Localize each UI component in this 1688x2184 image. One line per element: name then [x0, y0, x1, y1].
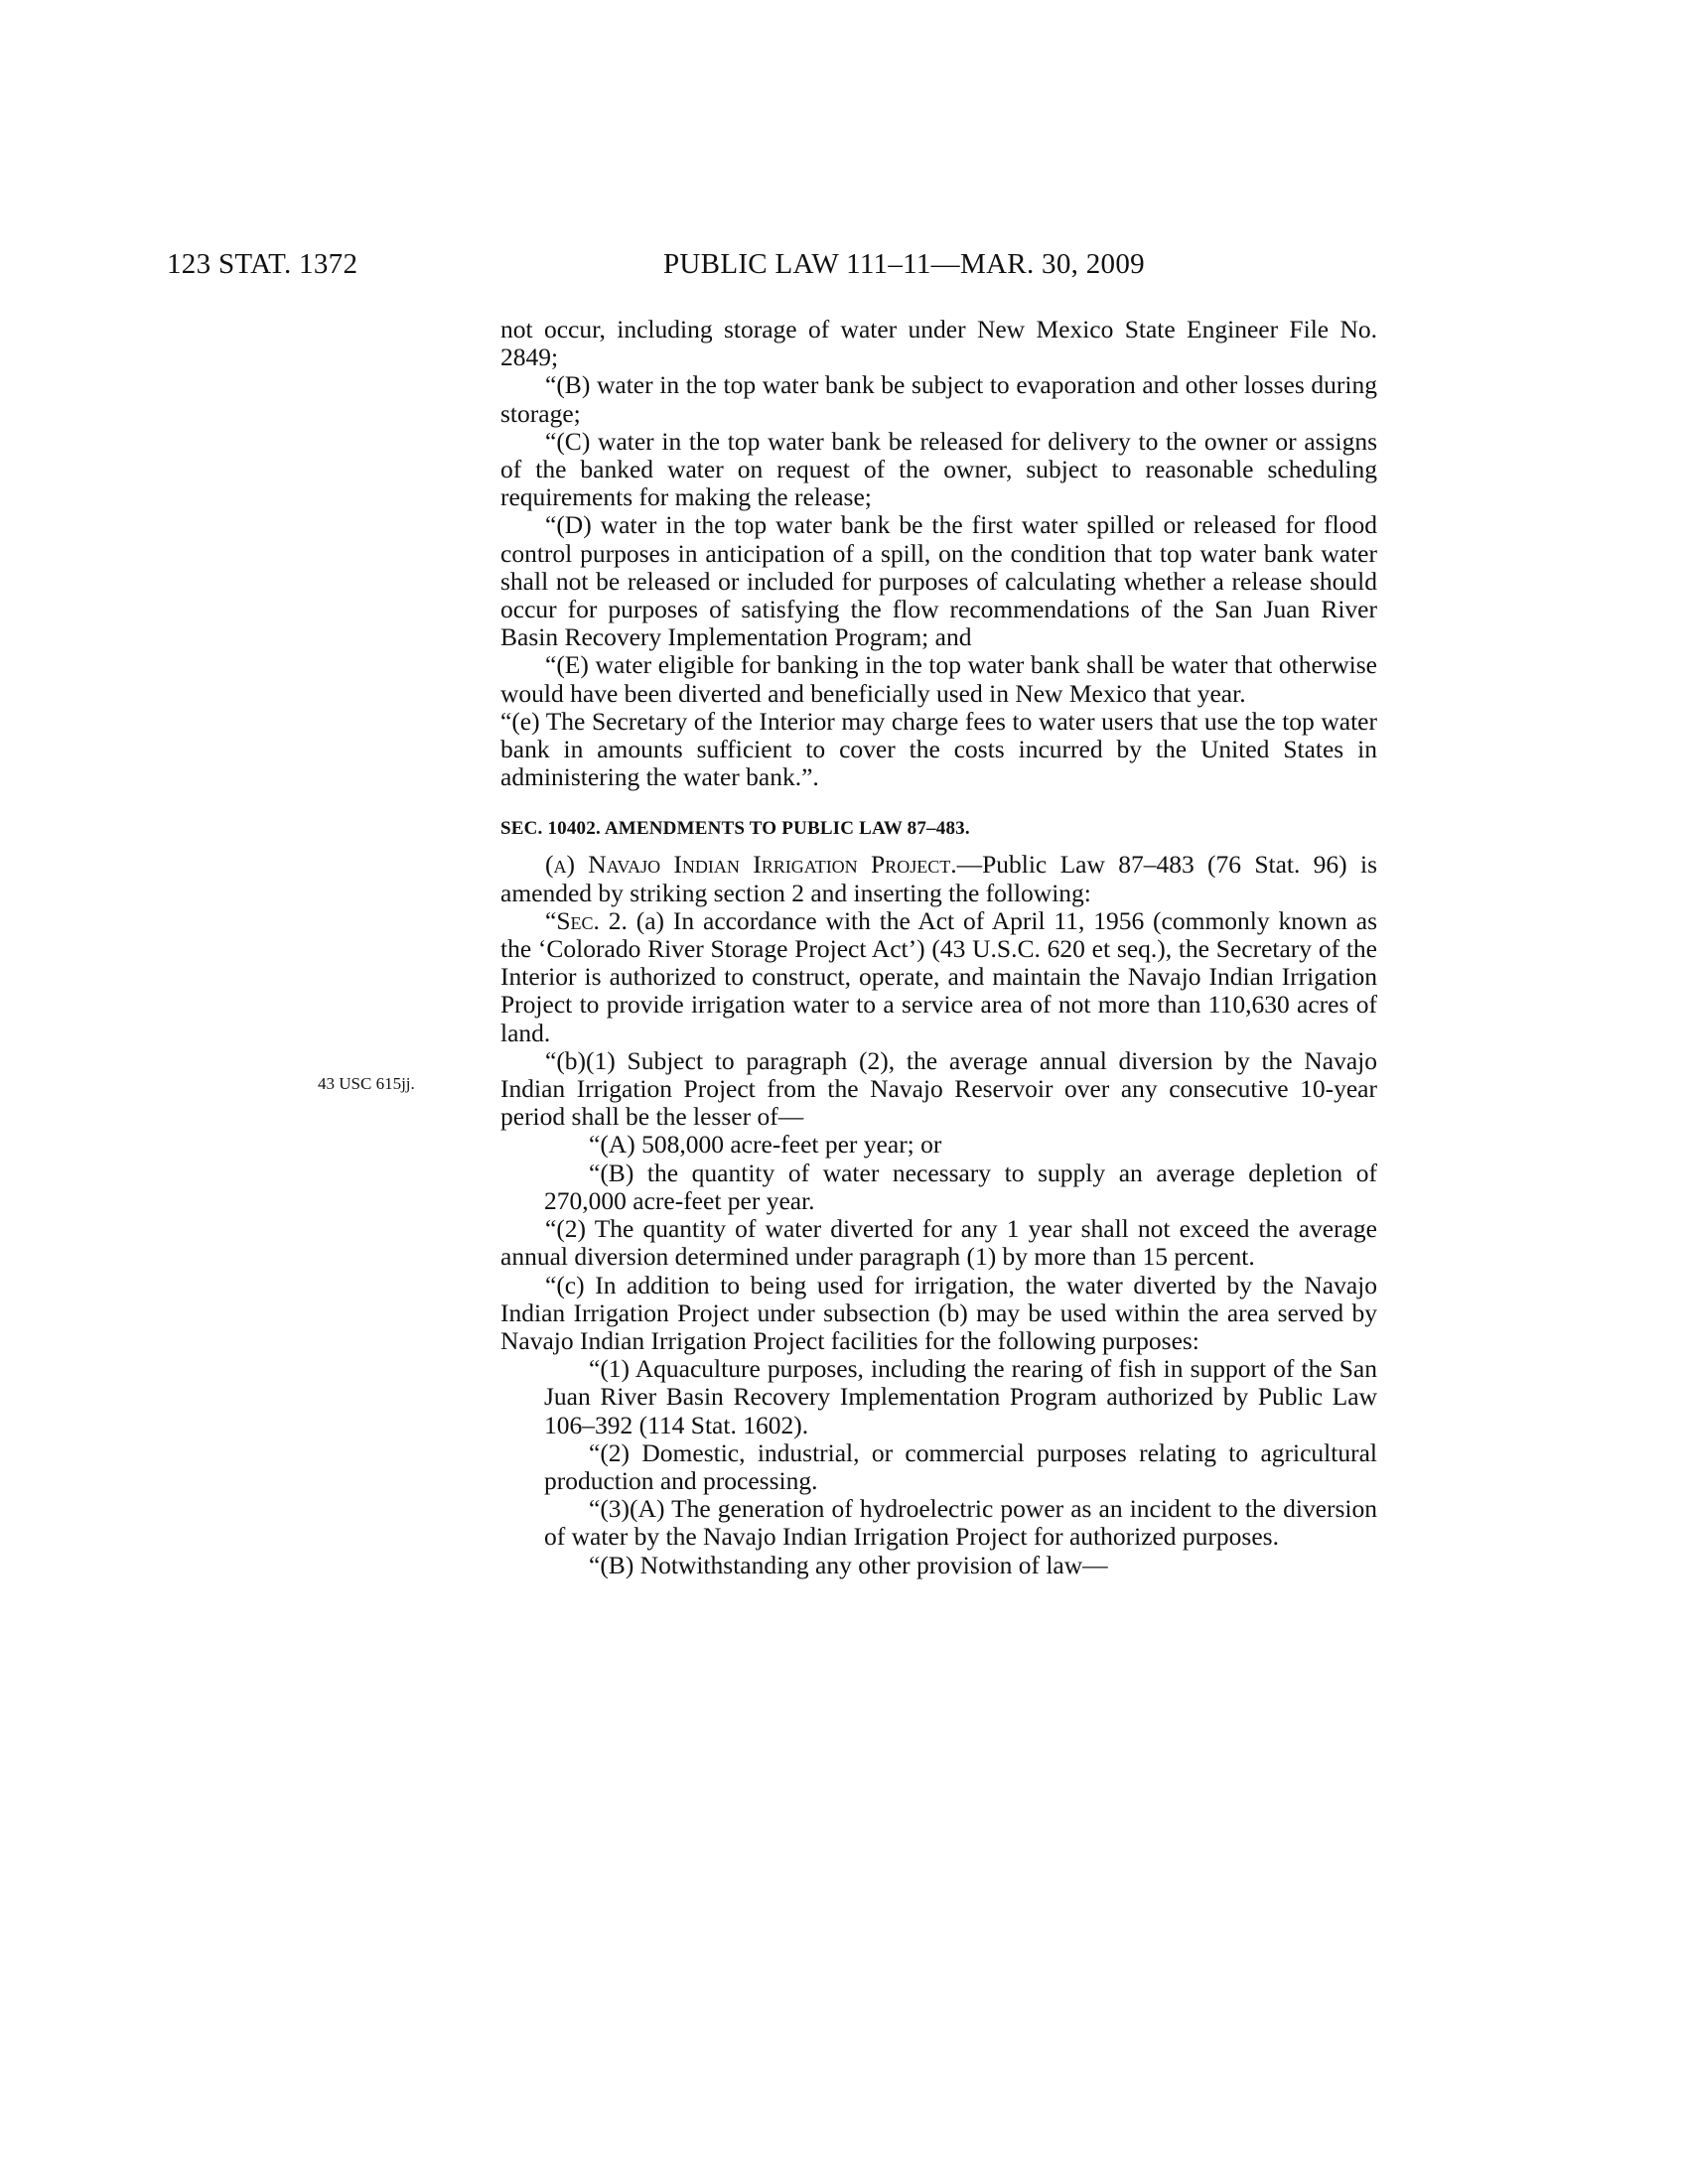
document-body	[500, 316, 1377, 1579]
subsection-e-text: “(e) The Secretary of the Interior may charge fees to water users that use the top water bank in amounts sufficient to cover the costs incurred by the United States in administering the water bank.”.	[500, 706, 1377, 792]
paragraph-b1-B: “(B) the quantity of water necessary to supply an average depletion of 270,000 acre-feet per year.	[544, 1158, 1377, 1215]
paragraph-c3A: “(3)(A) The generation of hydroelectric power as an incident to the diversion of water by the Navajo Indian Irrigation Project for authorized purposes.	[544, 1494, 1377, 1552]
section-heading: SEC. 10402. AMENDMENTS TO PUBLIC LAW 87–483.	[500, 818, 970, 840]
paragraph-e: “(E) water eligible for banking in the top water bank shall be water that otherwise would have been diverted and beneficially used in New Mexico that year.	[500, 650, 1377, 708]
subsection-a	[500, 851, 1377, 906]
page-number: 123 STAT. 1372	[167, 248, 358, 280]
paragraph-c: “(C) water in the top water bank be released for delivery to the owner or assigns of the banked water on request of the owner, subject to reasonable scheduling requirements for making the release;	[500, 426, 1377, 512]
paragraph-b2: “(2) The quantity of water diverted for any 1 year shall not exceed the average annual diversion determined under paragraph (1) by more than 15 percent.	[500, 1214, 1377, 1272]
section-2-lead: “Sec.	[545, 905, 600, 935]
running-head: PUBLIC LAW 111–11—MAR. 30, 2009	[663, 248, 1145, 280]
paragraph-b1-A: “(A) 508,000 acre-feet per year; or	[589, 1130, 942, 1160]
subsection-a-caption: (a) Navajo Indian Irrigation Project.	[545, 850, 957, 880]
paragraph-c2: “(2) Domestic, industrial, or commercial purposes relating to agricultural production and processing.	[544, 1437, 1377, 1495]
section-2-text: 2. (a) In accordance with the Act of April 11, 1956 (commonly known as the ‘Colorado River Storage Project Act’) (43 U.S.C. 620 et seq.), the Secretary of the Interior is authorized to construct, operate, and maintain the Navajo Indian Irrigation Project to provide irrigation water to a service area of not more than 110,630 acres of land.	[500, 905, 1377, 1047]
section-2-a	[500, 907, 1377, 1047]
subsection-e	[500, 708, 1377, 792]
margin-citation: 43 USC 615jj.	[318, 1074, 415, 1093]
paragraph-b: “(B) water in the top water bank be subject to evaporation and other losses during storage;	[500, 370, 1377, 428]
paragraph-b1: “(b)(1) Subject to paragraph (2), the average annual diversion by the Navajo Indian Irrigation Project from the Navajo Reservoir over any consecutive 10-year period shall be the lesser of—	[500, 1045, 1377, 1132]
paragraph-continuation: not occur, including storage of water under New Mexico State Engineer File No. 2849;	[500, 315, 1377, 372]
subsection-a-text: —Public Law 87–483 (76 Stat. 96) is amended by striking section 2 and inserting the following:	[500, 850, 1378, 907]
paragraph-c3B: “(B) Notwithstanding any other provision of law—	[589, 1550, 1108, 1579]
paragraph-d: “(D) water in the top water bank be the first water spilled or released for flood control purposes in anticipation of a spill, on the condition that top water bank water shall not be released or included for purposes of calculating whether a release should occur for purposes of satisfying the flow recommendations of the San Juan River Basin Recovery Implementation Program; and	[500, 510, 1377, 652]
page-header	[0, 248, 1688, 288]
paragraph-c-uses: “(c) In addition to being used for irrigation, the water diverted by the Navajo Indian Irrigation Project under subsection (b) may be used within the area served by Navajo Indian Irrigation Project facilities for the following purposes:	[500, 1270, 1377, 1355]
paragraph-c1: “(1) Aquaculture purposes, including the rearing of fish in support of the San Juan River Basin Recovery Implementation Program authorized by Public Law 106–392 (114 Stat. 1602).	[544, 1354, 1377, 1439]
